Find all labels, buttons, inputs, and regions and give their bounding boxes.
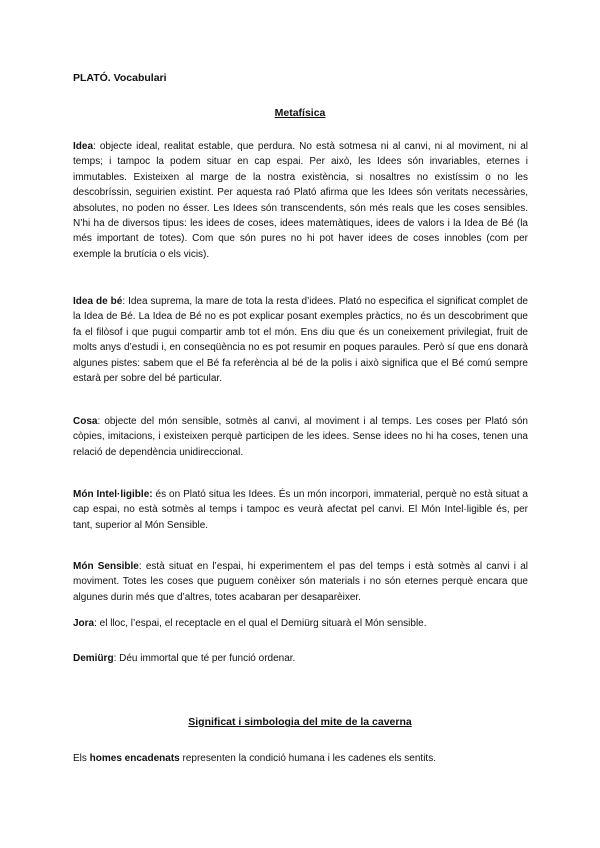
vocab-term: Idea [73,141,94,152]
vocab-definition: : està situat en l’espai, hi experimentem el pas del temps i està sotmès al canvi i al moviment. Totes les coses que puguem conèixer són materials i no són eternes perquè encara que algunes durin més que d’altres, totes acabaran per desaparèixer. [73,561,529,603]
symbol-prefix: Els [73,753,90,764]
vocab-entry-cosa [73,414,528,460]
vocab-term: Cosa [73,416,98,427]
vocab-term: Món Sensible [73,561,139,572]
vocab-entry-idea [73,139,528,262]
document-title: PLATÓ. Vocabulari [73,72,167,84]
symbol-definition: representen la condició humana i les cadenes els sentits. [179,753,436,764]
symbol-term: homes encadenats [89,753,180,764]
vocab-entry-mon-intelligible [73,487,528,533]
symbol-entry-homes-encadenats [73,751,528,766]
vocab-definition: : Idea suprema, la mare de tota la resta d’idees. Plató no especifica el significat complet de la Idea de Bé. La Idea de Bé no es pot explicar posant exemples pràctics, no és un descobriment que fa el filòsof i que pugui compartir amb tot el món. Ens diu que és un coneixement privilegiat, fruit de molts anys d’estudi i, en conseqüència no es pot resumir en poques paraules. Però sí que ens donarà algunes pistes: sabem que el Bé fa referència al bé de la polis i això significa que el Bé comú sempre estarà per sobre del bé particular. [73,296,528,385]
vocab-entry-jora [73,616,528,631]
vocab-definition: és on Plató situa les Idees. És un món incorpori, immaterial, perquè no està situat a cap espai, no està sotmès al temps i tampoc es veurà afectat pel canvi. El Món Intel·ligible és, per tant, superior al Món Sensible. [73,489,528,531]
vocab-definition: : objecte del món sensible, sotmès al canvi, al moviment i al temps. Les coses per Plató són còpies, imitacions, i existeixen perquè participen de les idees. Sense idees no hi ha coses, tenen una relació de dependència unidireccional. [73,416,528,458]
vocab-definition: : el lloc, l’espai, el receptacle en el qual el Demiürg situarà el Món sensible. [94,618,427,629]
vocab-term: Jora [73,618,95,629]
vocab-definition: : objecte ideal, realitat estable, que perdura. No està sotmesa ni al canvi, ni al moviment, ni al temps; i tampoc la podem situar en cap espai. Per això, les Idees són invariables, eternes i immutables. Existeixen al marge de la nostra existència, si nosaltres no existíssim o no les descobríssin, seguirien existint. Per aquesta raó Plató afirma que les Idees són veritats necessàries, absolutes, no poden no ésser. Les Idees són transcendents, són més reals que les coses sensibles. N’hi ha de diversos tipus: les idees de coses, idees matemàtiques, idees de valors i la Idea de Bé (la més important de totes). Com que són pures no hi pot haver idees de coses innobles (com per exemple la brutícia o els vicis). [73,141,528,260]
vocab-term: Idea de bé [73,296,123,307]
vocab-definition: : Déu immortal que té per funció ordenar. [113,653,296,664]
vocab-entry-mon-sensible [73,559,528,605]
section-heading-mite-caverna: Significat i simbologia del mite de la caverna [188,716,412,728]
vocab-entry-demiurg [73,651,528,666]
section-heading-metafisica: Metafísica [274,107,326,119]
vocab-term: Demiürg [73,653,114,664]
vocab-entry-idea-de-be [73,294,528,386]
vocab-term: Món Intel·ligible: [73,489,153,500]
